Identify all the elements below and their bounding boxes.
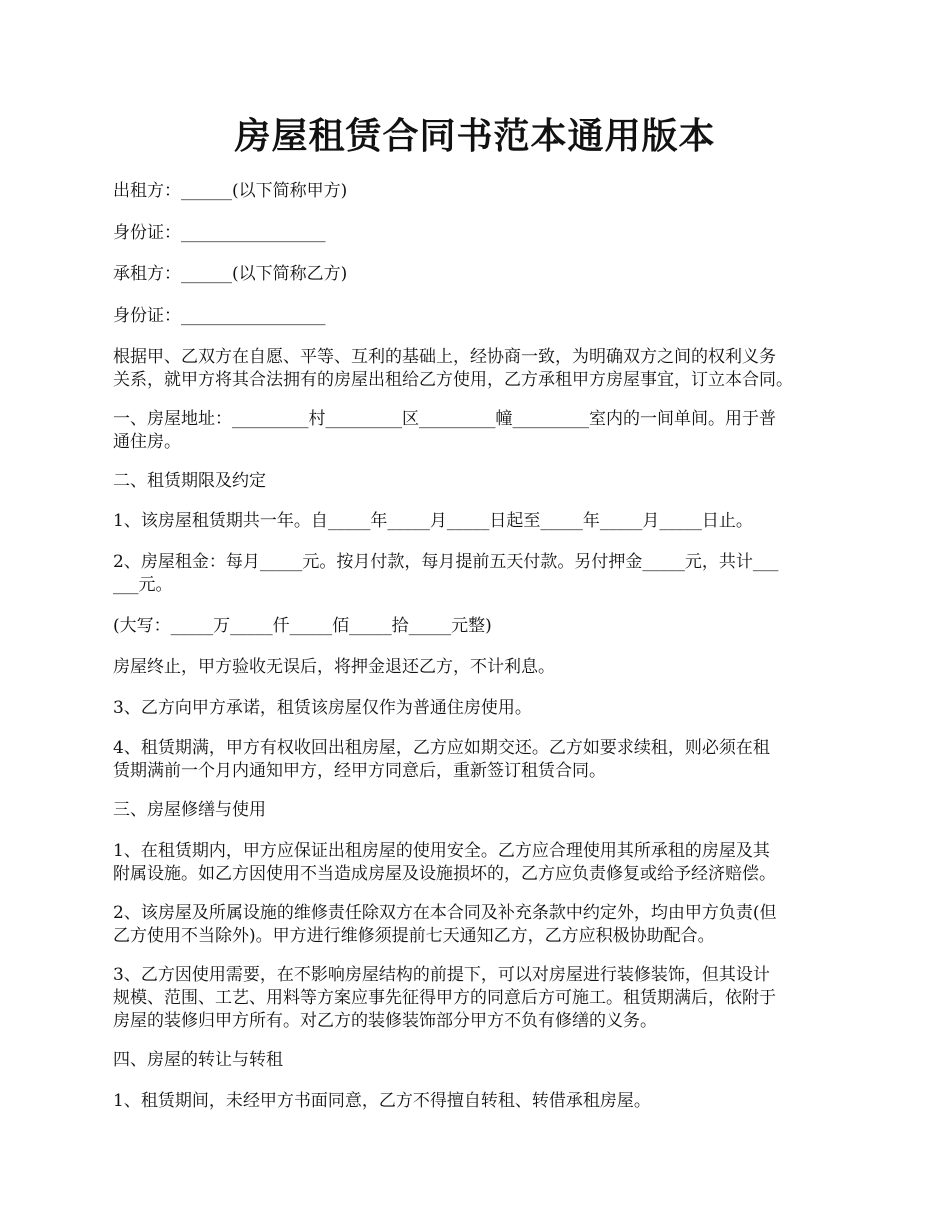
paragraph-line: 1、在租赁期内，甲方应保证出租房屋的使用安全。乙方应合理使用其所承租的房屋及其 (113, 841, 770, 861)
paragraph-7 (113, 470, 843, 493)
paragraph-15 (113, 840, 843, 886)
paragraph-line: 2、房屋租金：每月_____元。按月付款，每月提前五天付款。另付押金_____元，共计___ (113, 552, 779, 572)
paragraph-line: 三、房屋修缮与使用 (113, 800, 266, 820)
paragraph-5 (113, 346, 843, 392)
paragraph-line: 附属设施。如乙方因使用不当造成房屋及设施损坏的，乙方应负责修复或给予经济赔偿。 (113, 864, 776, 884)
paragraph-19 (113, 1090, 843, 1113)
paragraph-line: 2、该房屋及所属设施的维修责任除双方在本合同及补充条款中约定外，均由甲方负责(但 (113, 903, 777, 923)
paragraph-12 (113, 697, 843, 720)
paragraph-6 (113, 408, 843, 454)
paragraph-line: 身份证：_________________ (113, 223, 326, 243)
paragraph-line: 关系，就甲方将其合法拥有的房屋出租给乙方使用，乙方承租甲方房屋事宜，订立本合同。 (113, 370, 793, 390)
paragraph-line: 通住房。 (113, 432, 181, 452)
paragraph-line: 规模、范围、工艺、用料等方案应事先征得甲方的同意后方可施工。租赁期满后，依附于 (113, 988, 776, 1008)
paragraph-2 (113, 222, 843, 245)
paragraph-13 (113, 737, 843, 783)
paragraph-8 (113, 510, 843, 533)
paragraph-14 (113, 799, 843, 822)
paragraph-line: 承租方：______(以下简称乙方) (113, 264, 348, 284)
paragraph-3 (113, 263, 843, 286)
paragraph-10 (113, 615, 843, 638)
paragraph-line: 1、租赁期间，未经甲方书面同意，乙方不得擅自转租、转借承租房屋。 (113, 1091, 651, 1111)
paragraph-line: 出租方：______(以下简称甲方) (113, 181, 348, 201)
paragraph-17 (113, 964, 843, 1033)
paragraph-18 (113, 1049, 843, 1072)
paragraph-line: 1、该房屋租赁期共一年。自_____年_____月_____日起至_____年_____月_____日止。 (113, 511, 753, 531)
paragraph-line: ___元。 (113, 575, 173, 595)
paragraph-line: 房屋终止，甲方验收无误后，将押金退还乙方，不计利息。 (113, 657, 555, 677)
paragraph-4 (113, 305, 843, 328)
paragraph-1 (113, 180, 843, 203)
paragraph-line: (大写：_____万_____仟_____佰_____拾_____元整) (113, 616, 492, 636)
paragraph-line: 身份证：_________________ (113, 306, 326, 326)
paragraph-line: 3、乙方因使用需要，在不影响房屋结构的前提下，可以对房屋进行装修装饰，但其设计 (113, 965, 770, 985)
paragraph-16 (113, 902, 843, 948)
paragraph-line: 一、房屋地址：_________村_________区_________幢_________室内的一间单间。用于普 (113, 409, 776, 429)
paragraph-11 (113, 656, 843, 679)
paragraph-line: 二、租赁期限及约定 (113, 471, 266, 491)
paragraph-line: 四、房屋的转让与转租 (113, 1050, 283, 1070)
paragraph-line: 4、租赁期满，甲方有权收回出租房屋，乙方应如期交还。乙方如要求续租，则必须在租 (113, 738, 770, 758)
paragraph-9 (113, 551, 843, 597)
paragraph-line: 根据甲、乙双方在自愿、平等、互利的基础上，经协商一致，为明确双方之间的权利义务 (113, 347, 776, 367)
paragraph-line: 乙方使用不当除外)。甲方进行维修须提前七天通知乙方，乙方应积极协助配合。 (113, 926, 715, 946)
paragraph-line: 3、乙方向甲方承诺，租赁该房屋仅作为普通住房使用。 (113, 698, 532, 718)
paragraph-line: 房屋的装修归甲方所有。对乙方的装修装饰部分甲方不负有修缮的义务。 (113, 1011, 657, 1031)
document-title: 房屋租赁合同书范本通用版本 (234, 115, 716, 157)
paragraph-line: 赁期满前一个月内通知甲方，经甲方同意后，重新签订租赁合同。 (113, 761, 606, 781)
